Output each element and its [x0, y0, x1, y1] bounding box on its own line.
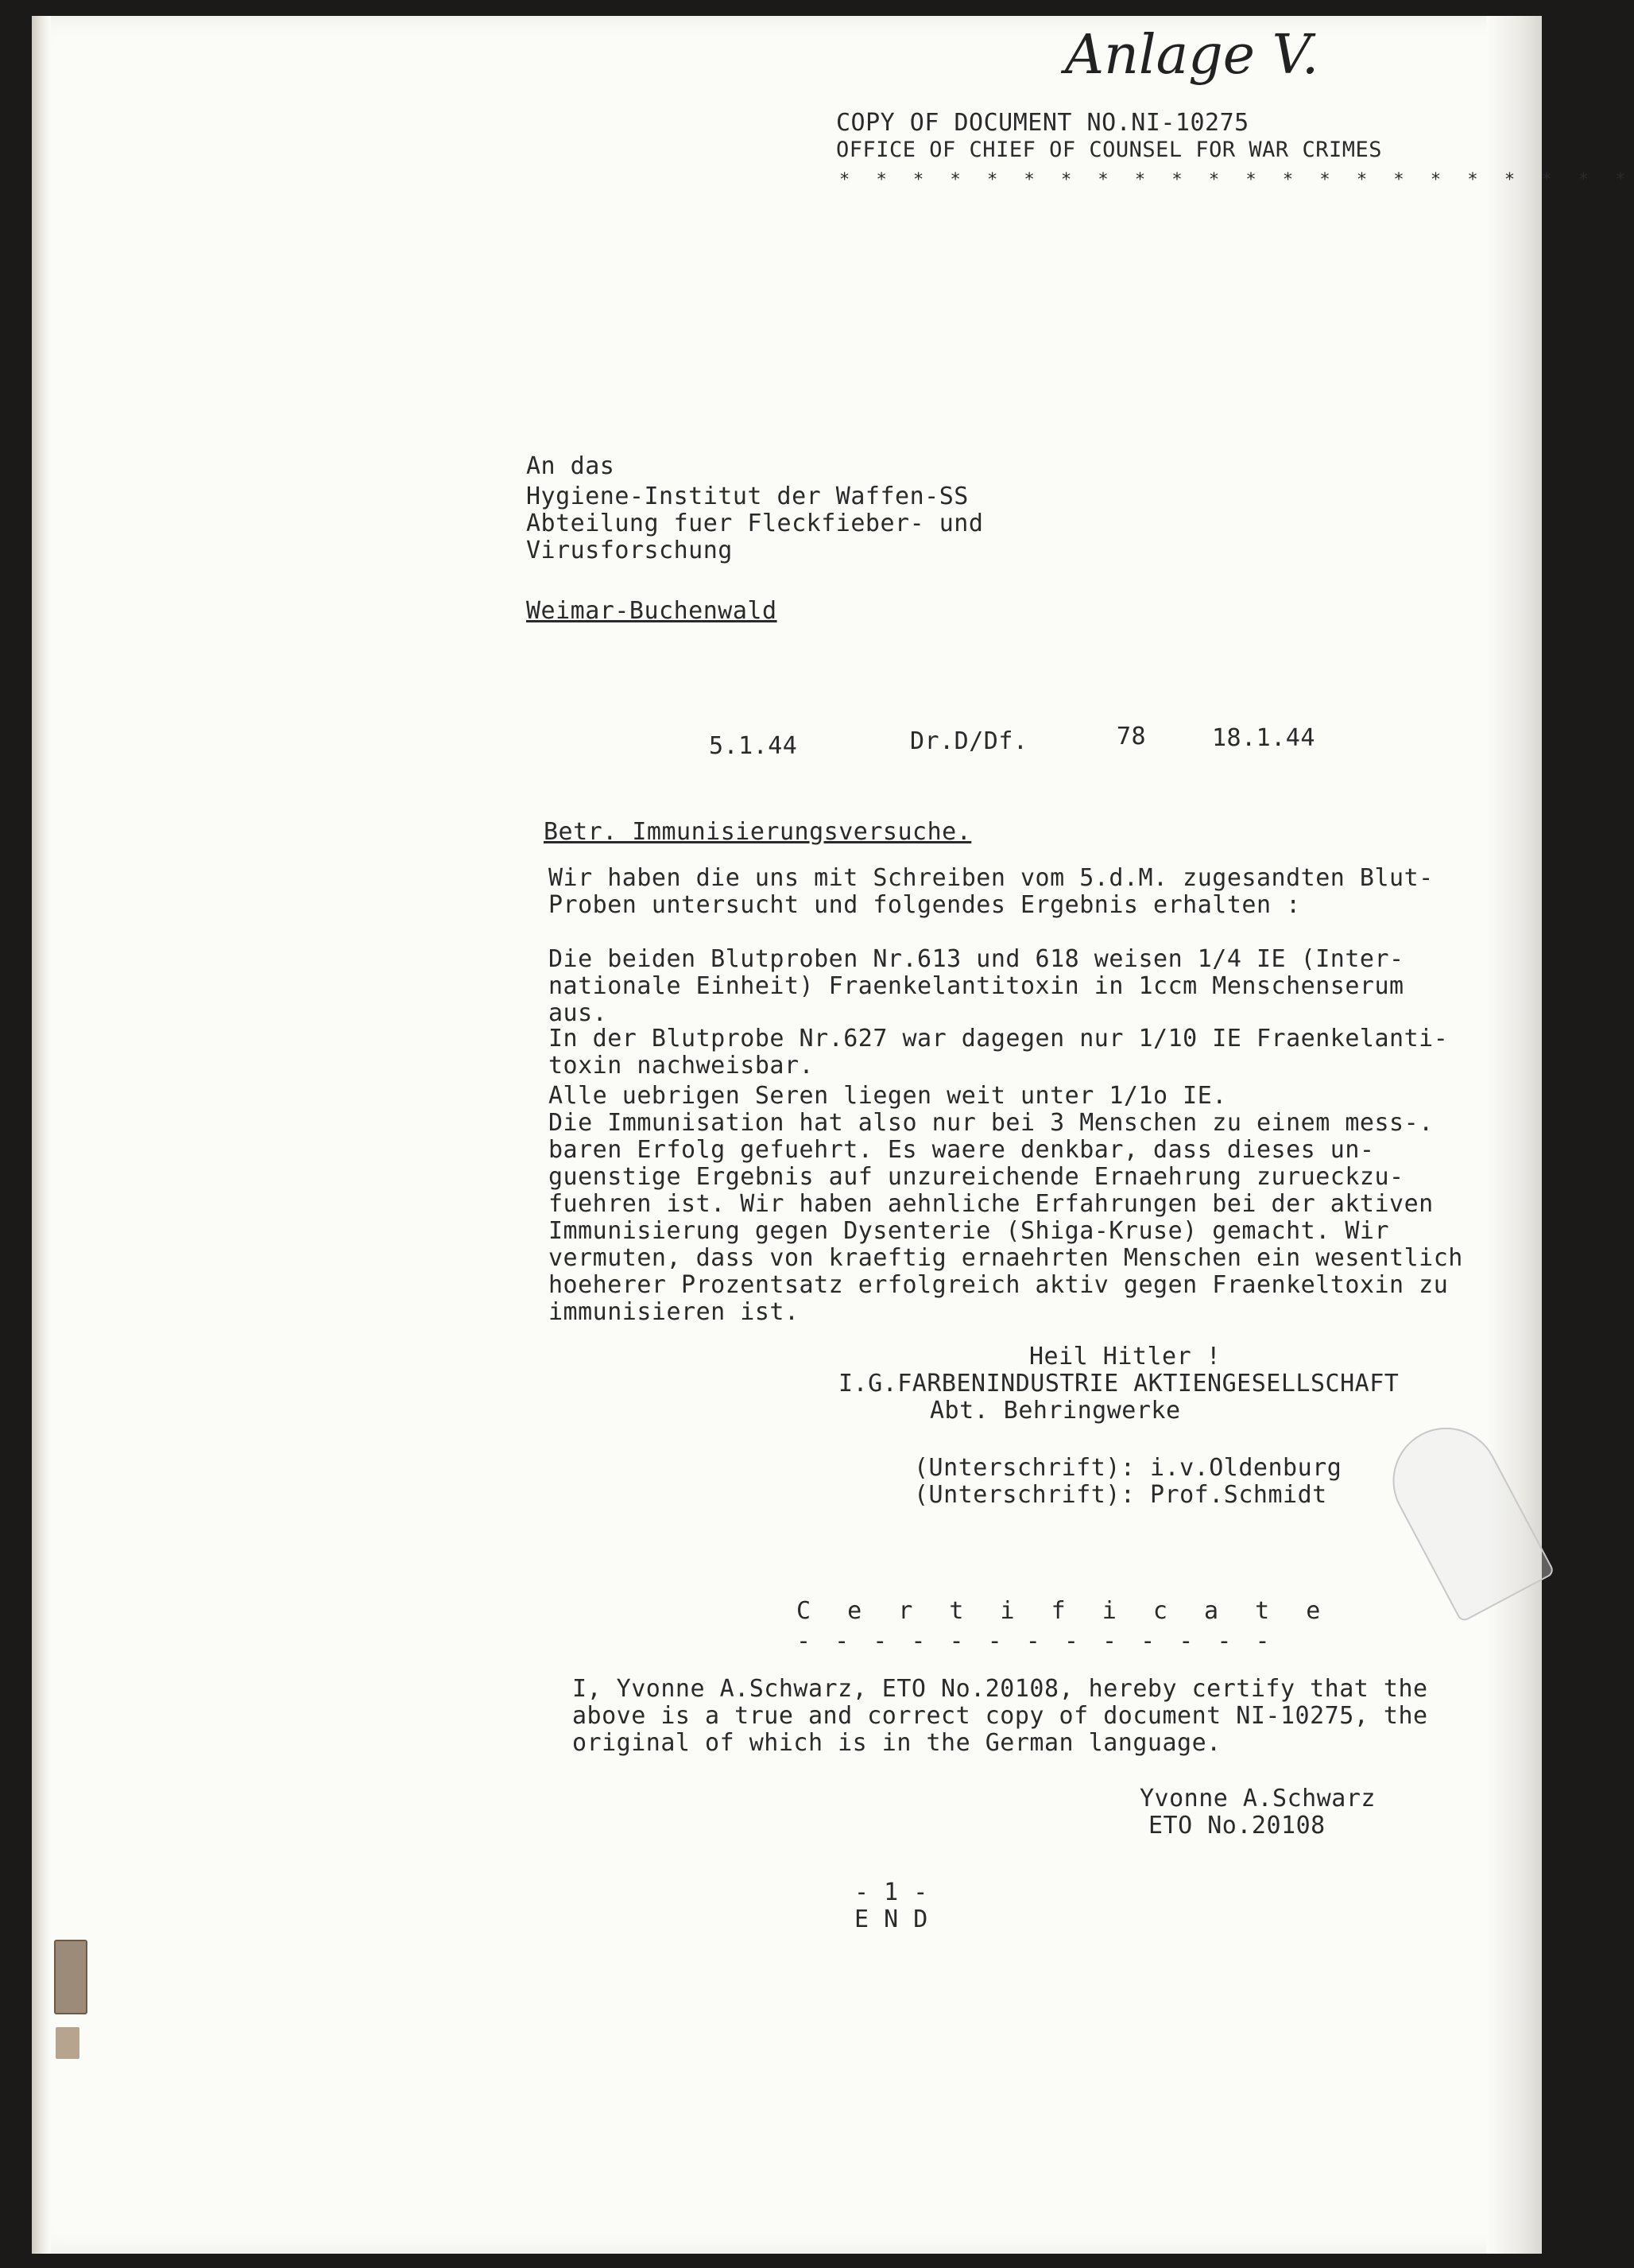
body-line: immunisieren ist.	[548, 1298, 800, 1326]
body-line: aus.	[548, 999, 608, 1027]
body-line: baren Erfolg gefuehrt. Es waere denkbar, dass dieses un-	[548, 1136, 1375, 1164]
body-line: Immunisierung gegen Dysenterie (Shiga-Kruse) gemacht. Wir	[548, 1217, 1390, 1245]
body-line: vermuten, dass von kraeftig ernaehrten Menschen ein wesentlich	[548, 1244, 1463, 1272]
body-line: hoeherer Prozentsatz erfolgreich aktiv gegen Fraenkeltoxin zu	[548, 1271, 1449, 1299]
ref-date: 18.1.44	[1212, 724, 1315, 752]
certificate-rule: - - - - - - - - - - - - -	[796, 1627, 1275, 1655]
header-office: OFFICE OF CHIEF OF COUNSEL FOR WAR CRIMES	[836, 138, 1382, 162]
body-line: fuehren ist. Wir haben aehnliche Erfahrungen bei der aktiven	[548, 1190, 1434, 1218]
certificate-name: Yvonne A.Schwarz	[1140, 1785, 1376, 1812]
certificate-text-line: above is a true and correct copy of document NI-10275, the	[572, 1702, 1428, 1730]
body-line: nationale Einheit) Fraenkelantitoxin in 1ccm Menschenserum	[548, 972, 1404, 1000]
address-line-4: Virusforschung	[526, 537, 733, 564]
body-line: Proben untersucht und folgendes Ergebnis erhalten :	[548, 891, 1301, 919]
closing-division: Abt. Behringwerke	[930, 1397, 1181, 1425]
body-line: toxin nachweisbar.	[548, 1052, 815, 1080]
document-page	[32, 16, 1634, 2254]
subject-line: Betr. Immunisierungsversuche.	[544, 818, 972, 846]
binding-tab-lower	[56, 2027, 79, 2059]
body-line: guenstige Ergebnis auf unzureichende Ernaehrung zurueckzu-	[548, 1163, 1404, 1191]
ref-our-reference: Dr.D/Df.	[910, 727, 1028, 755]
closing-company: I.G.FARBENINDUSTRIE AKTIENGESELLSCHAFT	[838, 1370, 1400, 1398]
certificate-text-line: I, Yvonne A.Schwarz, ETO No.20108, hereby certify that the	[572, 1675, 1428, 1703]
end-mark: E N D	[854, 1906, 928, 1933]
header-stars: * * * * * * * * * * * * * * * * * * * * * *	[839, 170, 1634, 190]
page-right-edge	[1486, 16, 1542, 2254]
closing-greeting: Heil Hitler !	[1029, 1343, 1222, 1370]
certificate-title: C e r t i f i c a t e	[796, 1597, 1332, 1625]
page-number: - 1 -	[854, 1878, 928, 1906]
body-line: Die beiden Blutproben Nr.613 und 618 weisen 1/4 IE (Inter-	[548, 945, 1404, 973]
ref-your-date: 5.1.44	[709, 732, 798, 760]
address-line-3: Abteilung fuer Fleckfieber- und	[526, 510, 984, 537]
binding-edge	[32, 16, 51, 2254]
address-line-1: An das	[526, 452, 615, 480]
body-line: Alle uebrigen Seren liegen weit unter 1/1o IE.	[548, 1082, 1227, 1110]
signature-2: (Unterschrift): Prof.Schmidt	[914, 1481, 1327, 1509]
handwritten-annotation: Anlage V.	[1065, 24, 1319, 87]
certificate-eto: ETO No.20108	[1148, 1812, 1326, 1840]
address-city: Weimar-Buchenwald	[526, 597, 777, 625]
address-line-2: Hygiene-Institut der Waffen-SS	[526, 483, 969, 510]
body-line: In der Blutprobe Nr.627 war dagegen nur 1/10 IE Fraenkelanti-	[548, 1025, 1449, 1053]
binding-tab	[54, 1940, 87, 2014]
signature-1: (Unterschrift): i.v.Oldenburg	[914, 1454, 1342, 1482]
header-document-number: COPY OF DOCUMENT NO.NI-10275	[836, 109, 1249, 137]
certificate-text-line: original of which is in the German language.	[572, 1729, 1222, 1757]
body-line: Wir haben die uns mit Schreiben vom 5.d.M. zugesandten Blut-	[548, 864, 1434, 892]
ref-extension: 78	[1117, 723, 1147, 750]
body-line: Die Immunisation hat also nur bei 3 Menschen zu einem mess-.	[548, 1109, 1434, 1137]
